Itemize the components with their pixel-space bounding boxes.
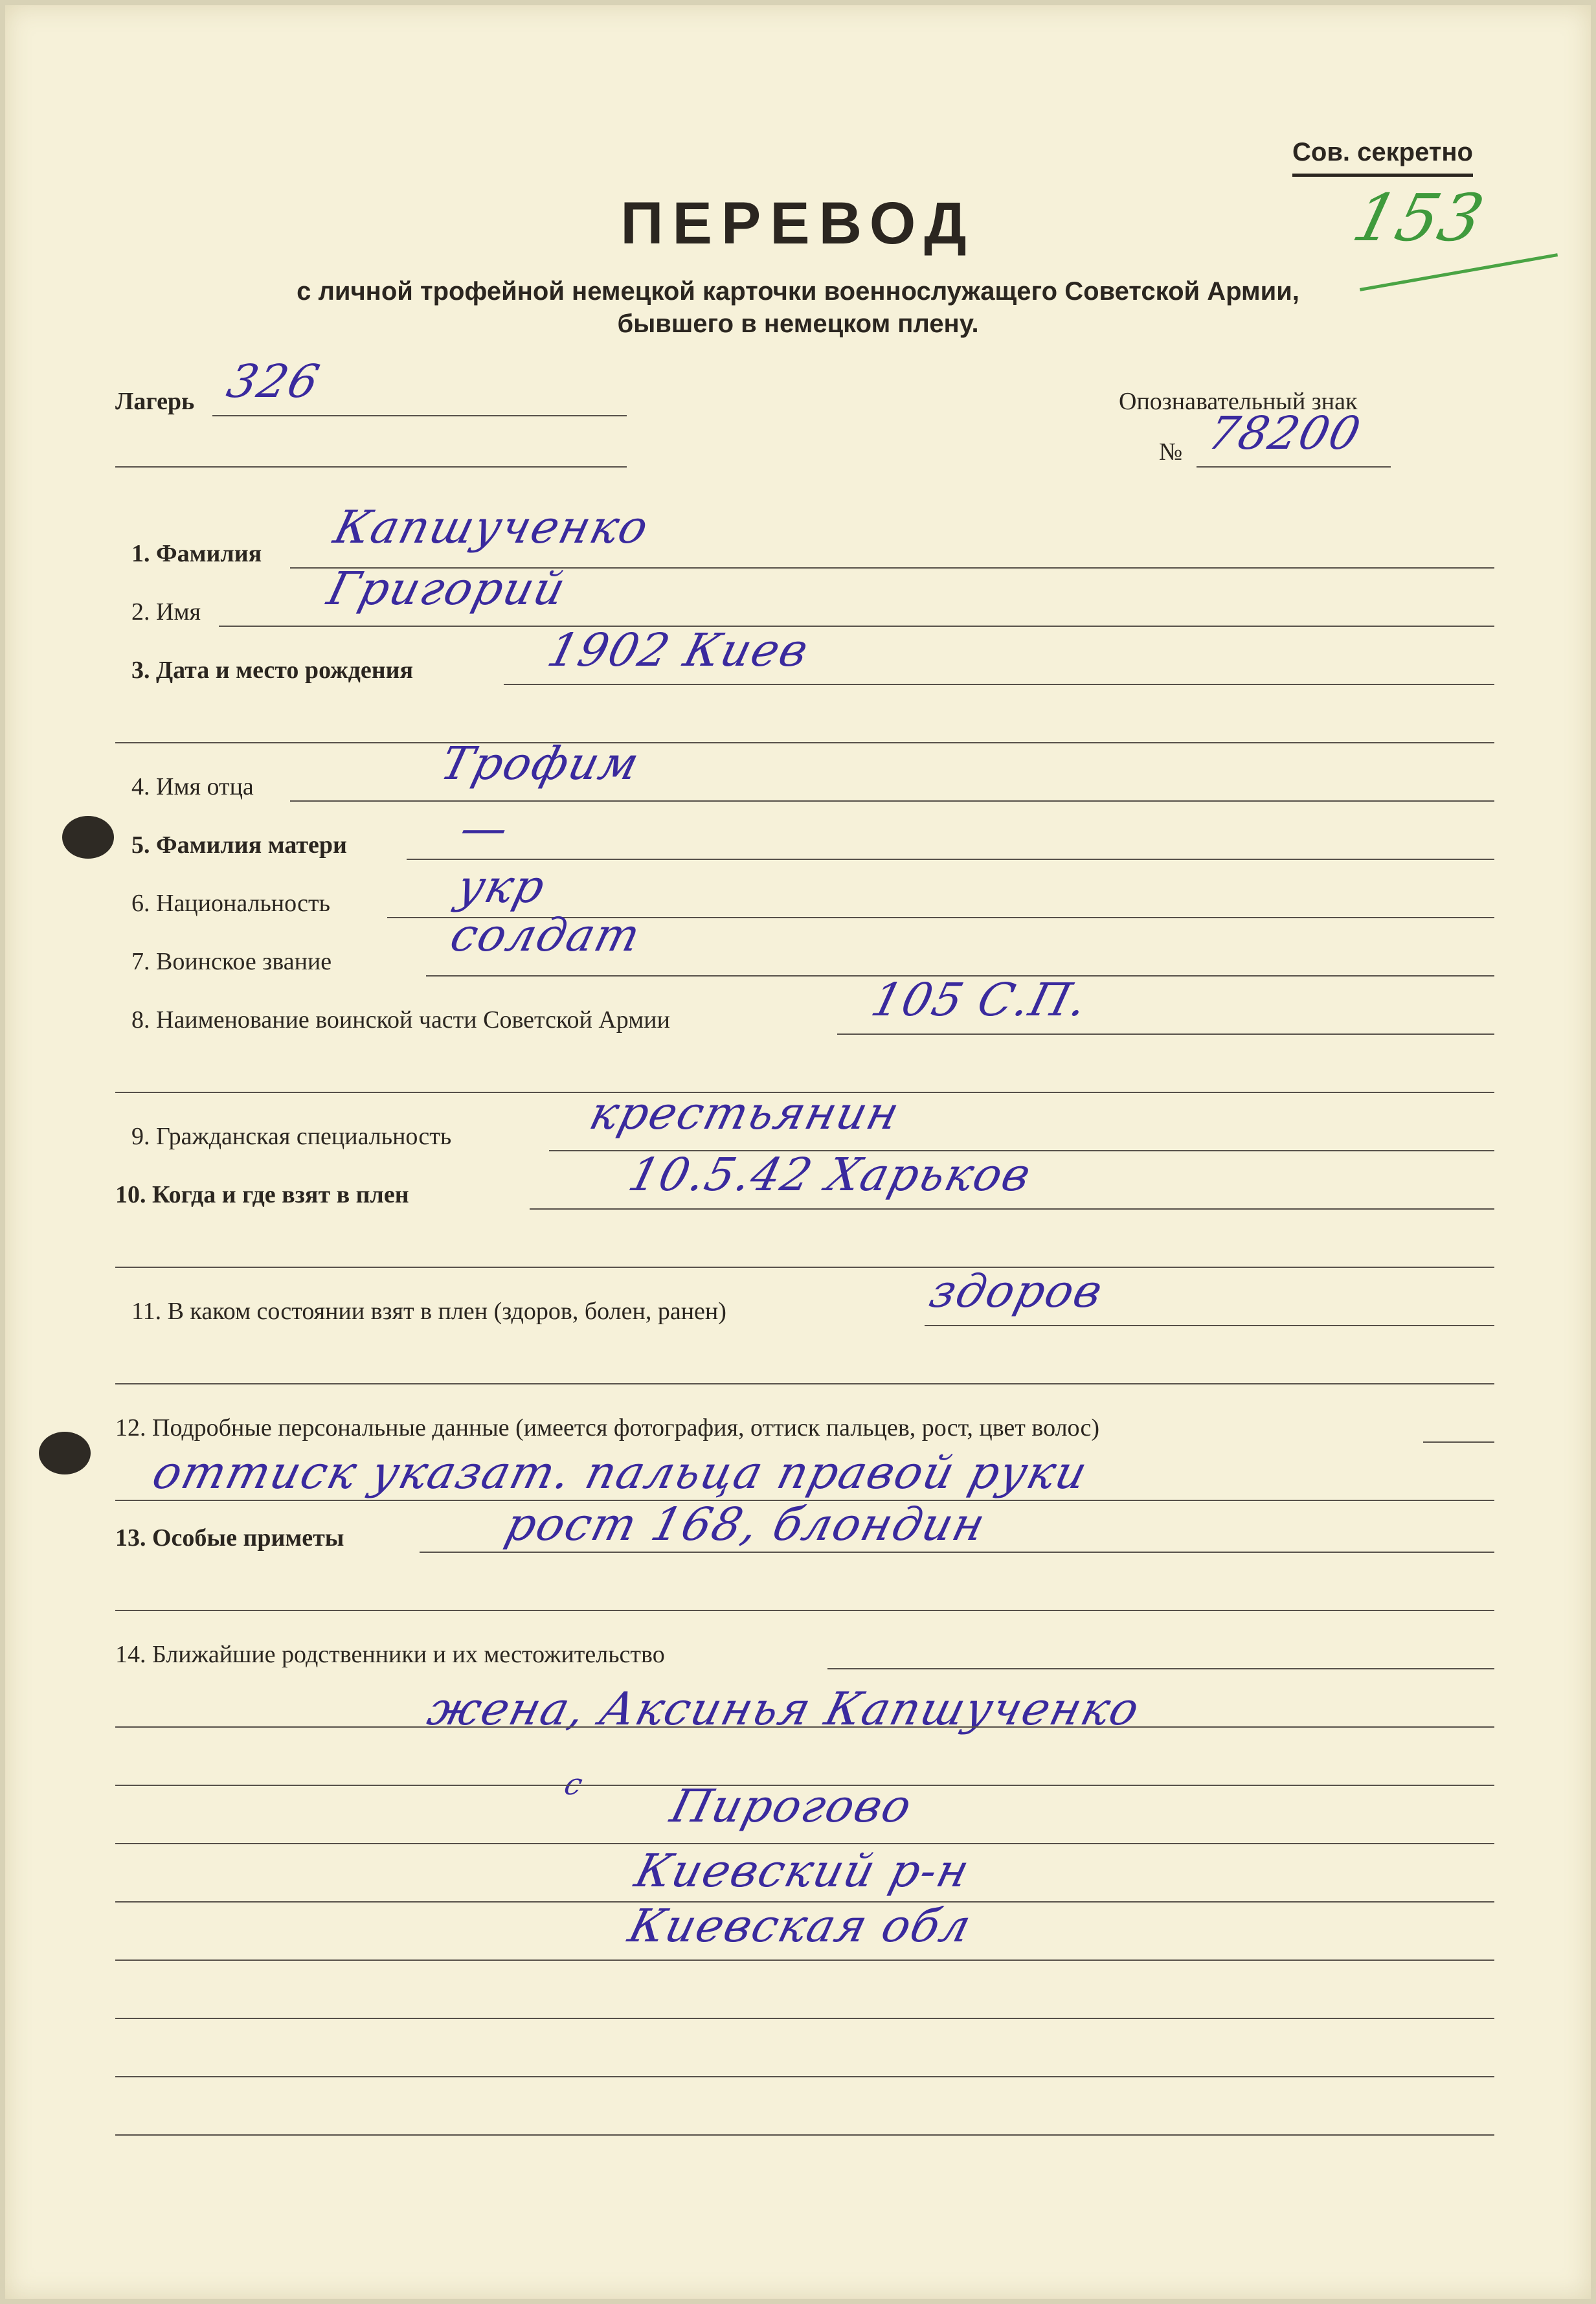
field-5-line: [407, 859, 1494, 860]
field-6-value: укр: [451, 860, 552, 913]
field-10-label: 10. Когда и где взят в плен: [115, 1181, 409, 1208]
rule-line-5: [115, 1960, 1494, 1961]
field-8-label: 8. Наименование воинской части Советской Армии: [131, 1006, 670, 1033]
field-3-line: [504, 684, 1494, 685]
field-7-value: солдат: [445, 909, 647, 962]
camp-line-2: [115, 466, 627, 468]
field-5-label: 5. Фамилия матери: [131, 831, 347, 859]
field-2-label: 2. Имя: [131, 598, 201, 626]
field-9-value: крестьянин: [584, 1087, 906, 1140]
field-12-label: 12. Подробные персональные данные (имеется фотография, оттиск пальцев, рост, цвет волос): [115, 1414, 1099, 1441]
field-5-value: —: [455, 802, 515, 855]
field-3-line-2: [115, 742, 1494, 743]
camp-line: [212, 415, 627, 416]
field-10-line-2: [115, 1267, 1494, 1268]
field-7-label: 7. Воинское звание: [131, 948, 332, 975]
punch-hole-bottom: [39, 1432, 91, 1474]
field-2-line: [219, 626, 1494, 627]
camp-label: Лагерь: [115, 388, 195, 415]
field-14-value-line-3: Киевский р-н: [629, 1844, 976, 1897]
field-14-line: [827, 1668, 1494, 1669]
field-14-value-prefix: с: [561, 1767, 588, 1801]
field-4-value: Трофим: [435, 737, 646, 790]
field-14-value-line-1: жена, Аксинья Капшученко: [422, 1682, 1146, 1735]
field-2-value: Григорий: [322, 562, 572, 615]
rule-line-2: [115, 1785, 1494, 1786]
field-3-label: 3. Дата и место рождения: [131, 657, 414, 684]
id-mark-label: Опознавательный знак: [1119, 388, 1358, 415]
field-14-label: 14. Ближайшие родственники и их местожительство: [115, 1641, 665, 1668]
field-11-line: [925, 1325, 1494, 1326]
punch-hole-top: [62, 816, 114, 859]
rule-line-7: [115, 2076, 1494, 2077]
field-11-line-2: [115, 1383, 1494, 1384]
field-13-value: рост 168, блондин: [500, 1498, 992, 1551]
rule-line-8: [115, 2134, 1494, 2136]
field-11-label: 11. В каком состоянии взят в плен (здоров, болен, ранен): [131, 1298, 726, 1325]
rule-line-4: [115, 1901, 1494, 1903]
field-14-value-line-2: Пирогово: [665, 1779, 918, 1833]
field-10-line: [530, 1208, 1494, 1210]
field-6-label: 6. Национальность: [131, 890, 330, 917]
field-11-value: здоров: [924, 1265, 1109, 1318]
field-1-label: 1. Фамилия: [131, 540, 262, 567]
field-1-value: Капшученко: [328, 501, 655, 554]
document-sheet: [5, 5, 1591, 2299]
field-8-line: [837, 1033, 1494, 1035]
field-12-value: оттиск указат. пальца правой руки: [147, 1446, 1094, 1499]
field-13-line: [420, 1552, 1494, 1553]
secret-stamp: Сов. секретно: [1292, 138, 1473, 177]
id-mark-value: 78200: [1202, 407, 1367, 460]
field-3-value: 1902 Киев: [542, 624, 815, 677]
field-12-line: [1423, 1441, 1494, 1443]
field-14-value-line-4: Киевская обл: [623, 1899, 978, 1952]
field-13-label: 13. Особые приметы: [115, 1524, 344, 1552]
page-title: ПЕРЕВОД: [620, 190, 976, 256]
field-8-value: 105 С.П.: [866, 973, 1094, 1026]
field-13-line-2: [115, 1610, 1494, 1611]
field-9-label: 9. Гражданская специальность: [131, 1123, 452, 1150]
id-mark-no-label: №: [1159, 438, 1183, 466]
rule-line-6: [115, 2018, 1494, 2019]
subtitle-line-2: бывшего в немецком плену.: [617, 310, 979, 338]
field-10-value: 10.5.42 Харьков: [623, 1148, 1037, 1201]
rule-line-1: [115, 1726, 1494, 1728]
rule-line-3: [115, 1843, 1494, 1844]
archive-number: 153: [1345, 180, 1492, 256]
camp-value: 326: [221, 355, 326, 408]
id-mark-line: [1197, 466, 1391, 468]
field-4-label: 4. Имя отца: [131, 773, 254, 800]
subtitle-line-1: с личной трофейной немецкой карточки военнослужащего Советской Армии,: [297, 277, 1299, 306]
